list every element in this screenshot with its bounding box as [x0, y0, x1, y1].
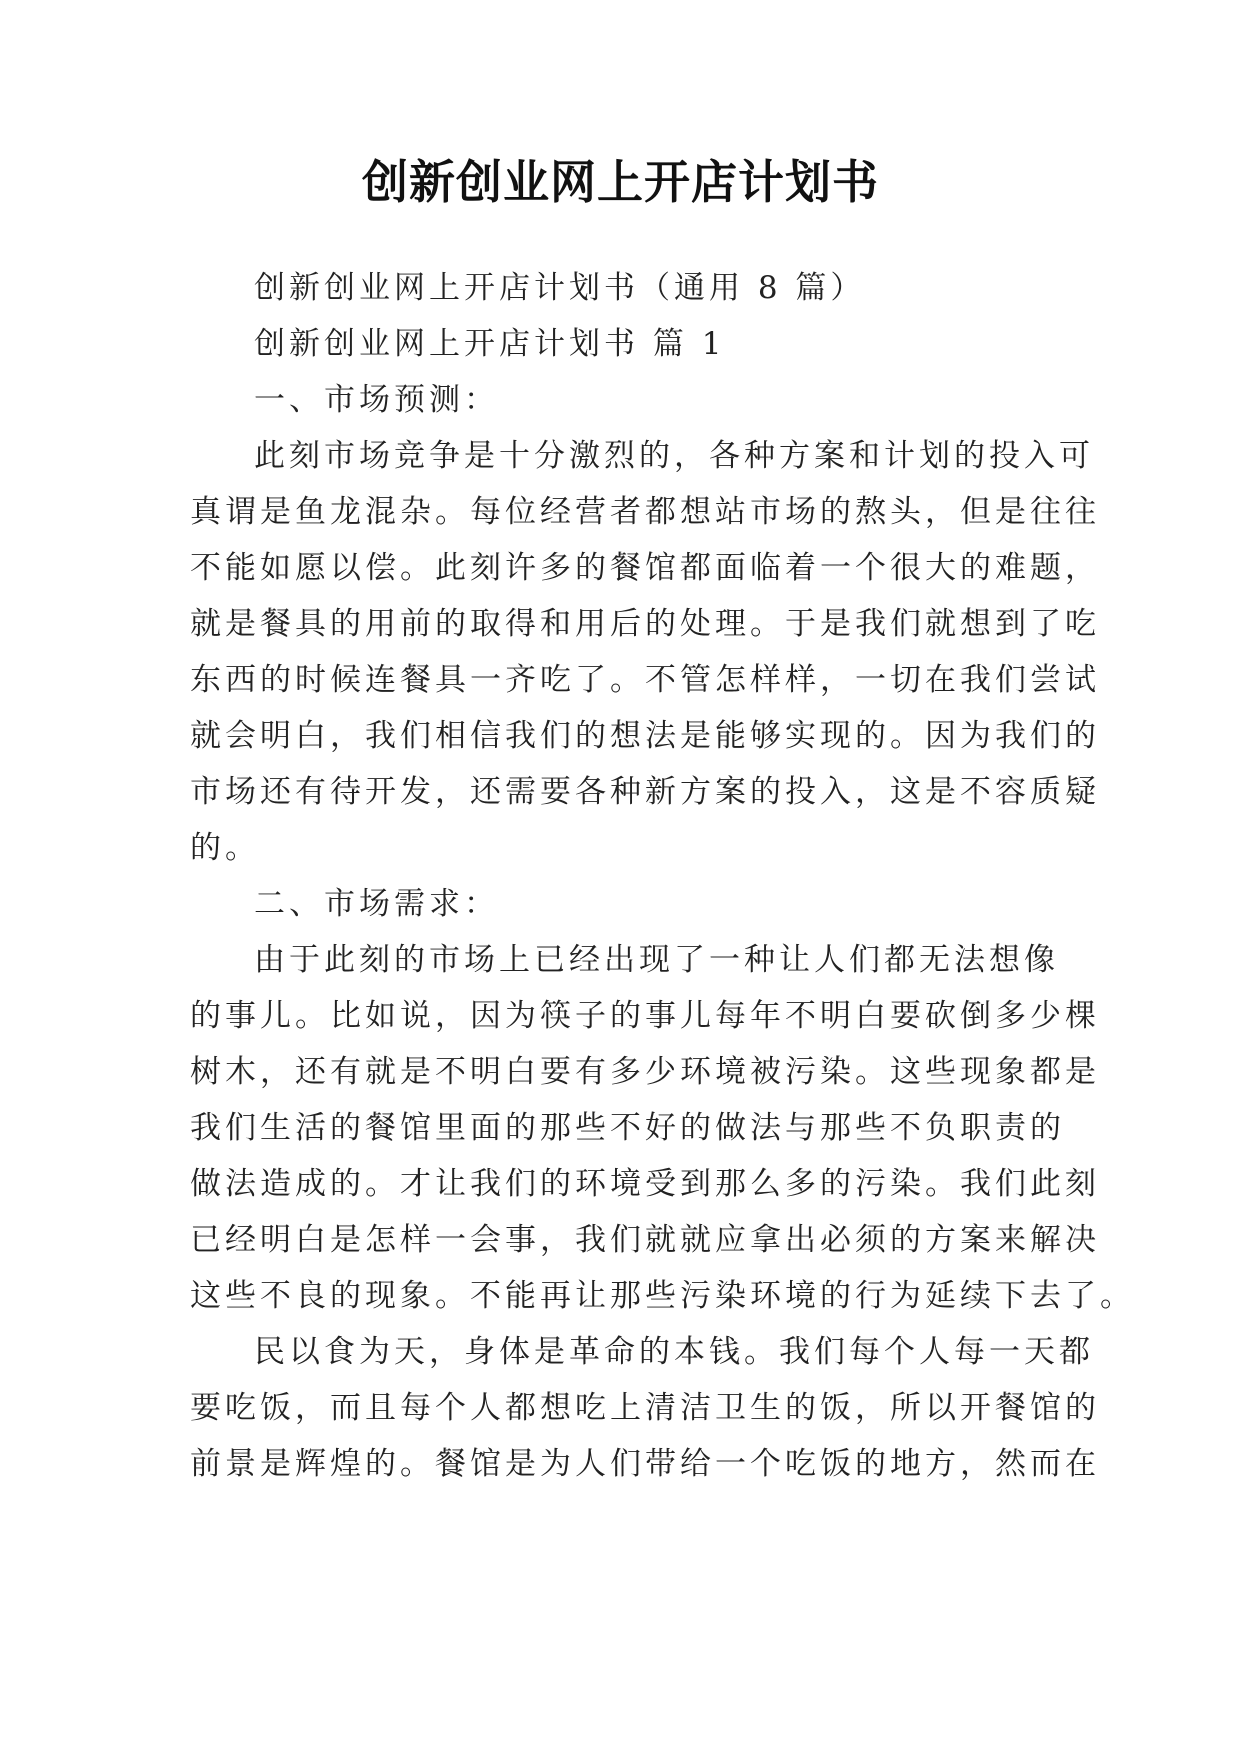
text-line: 此刻市场竞争是十分激烈的，各种方案和计划的投入可: [254, 438, 1094, 474]
text-line: 就是餐具的用前的取得和用后的处理。于是我们就想到了吃: [190, 606, 1100, 642]
document-body: [190, 260, 1135, 1492]
text-line: 树木，还有就是不明白要有多少环境被污染。这些现象都是: [190, 1054, 1100, 1090]
text-line: 的事儿。比如说，因为筷子的事儿每年不明白要砍倒多少棵: [190, 998, 1100, 1034]
text-line: 东西的时候连餐具一齐吃了。不管怎样样，一切在我们尝试: [190, 662, 1100, 698]
text-line: 民以食为天，身体是革命的本钱。我们每个人每一天都: [254, 1334, 1094, 1370]
text-line: 要吃饭，而且每个人都想吃上清洁卫生的饭，所以开餐馆的: [190, 1390, 1100, 1426]
document-title: 创新创业网上开店计划书: [362, 155, 879, 209]
text-line: 的。: [190, 830, 260, 866]
text-line: 创新创业网上开店计划书（通用 8 篇）: [254, 270, 866, 306]
text-line: 一、市场预测：: [254, 382, 499, 418]
text-line: 真谓是鱼龙混杂。每位经营者都想站市场的熬头，但是往往: [190, 494, 1100, 530]
text-line: 由于此刻的市场上已经出现了一种让人们都无法想像: [254, 942, 1059, 978]
text-line: 就会明白，我们相信我们的想法是能够实现的。因为我们的: [190, 718, 1100, 754]
text-line: 我们生活的餐馆里面的那些不好的做法与那些不负职责的: [190, 1110, 1065, 1146]
text-line: 已经明白是怎样一会事，我们就就应拿出必须的方案来解决: [190, 1222, 1100, 1258]
text-line: 做法造成的。才让我们的环境受到那么多的污染。我们此刻: [190, 1166, 1100, 1202]
text-line: 不能如愿以偿。此刻许多的餐馆都面临着一个很大的难题，: [190, 550, 1100, 586]
text-line: 前景是辉煌的。餐馆是为人们带给一个吃饭的地方，然而在: [190, 1446, 1100, 1482]
text-line: 二、市场需求：: [254, 886, 499, 922]
text-line: 创新创业网上开店计划书 篇 1: [254, 326, 726, 362]
text-line: 这些不良的现象。不能再让那些污染环境的行为延续下去了。: [190, 1278, 1135, 1314]
text-line: 市场还有待开发，还需要各种新方案的投入，这是不容质疑: [190, 774, 1100, 810]
